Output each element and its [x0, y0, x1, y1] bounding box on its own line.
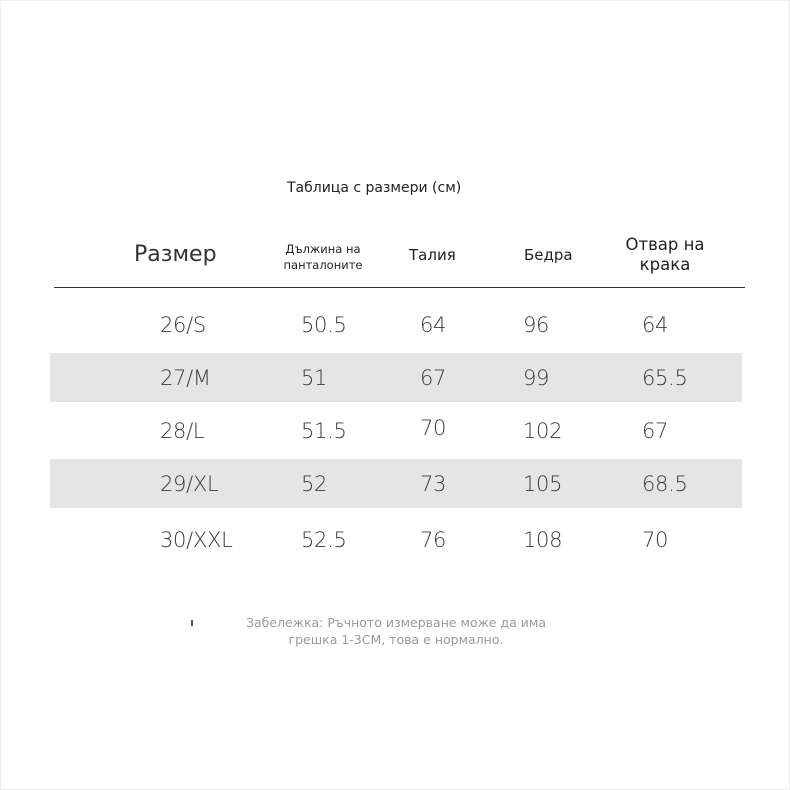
cell-leg: 65.5: [642, 365, 688, 390]
cell-leg: 68.5: [642, 471, 688, 496]
table-row: [50, 459, 742, 508]
table-row: [50, 300, 742, 349]
table-row: [50, 406, 742, 455]
measurement-note: Забележка: Ръчното измерване може да има грешка 1-3СМ, това е нормално.: [245, 615, 547, 647]
cell-size: 26/S: [160, 312, 206, 337]
header-hip: Бедра: [524, 246, 573, 264]
cell-waist: 70: [420, 415, 447, 440]
cell-hip: 105: [523, 471, 563, 496]
cell-hip: 102: [523, 418, 563, 443]
table-title: Таблица с размери (см): [287, 180, 462, 196]
table-row: [50, 353, 742, 402]
header-waist: Талия: [409, 246, 456, 264]
header-leg-opening: Отвар на крака: [625, 235, 705, 274]
note-mark: [191, 620, 193, 626]
cell-leg: 67: [642, 418, 669, 443]
header-size: Размер: [134, 242, 217, 267]
cell-hip: 96: [523, 312, 550, 337]
cell-hip: 108: [523, 527, 563, 552]
cell-size: 28/L: [160, 418, 205, 443]
cell-size: 27/M: [160, 365, 211, 390]
cell-leg: 70: [642, 527, 669, 552]
cell-size: 29/XL: [160, 471, 219, 496]
cell-waist: 64: [420, 312, 447, 337]
cell-waist: 67: [420, 365, 447, 390]
cell-length: 52: [301, 471, 328, 496]
cell-length: 51: [301, 365, 328, 390]
cell-hip: 99: [523, 365, 550, 390]
cell-waist: 76: [420, 527, 447, 552]
cell-length: 50.5: [301, 312, 347, 337]
cell-length: 52.5: [301, 527, 347, 552]
table-row: [50, 515, 742, 564]
cell-waist: 73: [420, 471, 447, 496]
header-divider: [54, 287, 745, 288]
cell-length: 51.5: [301, 418, 347, 443]
cell-size: 30/XXL: [160, 527, 233, 552]
cell-leg: 64: [642, 312, 669, 337]
header-pants-length: Дължина на панталоните: [283, 242, 363, 272]
